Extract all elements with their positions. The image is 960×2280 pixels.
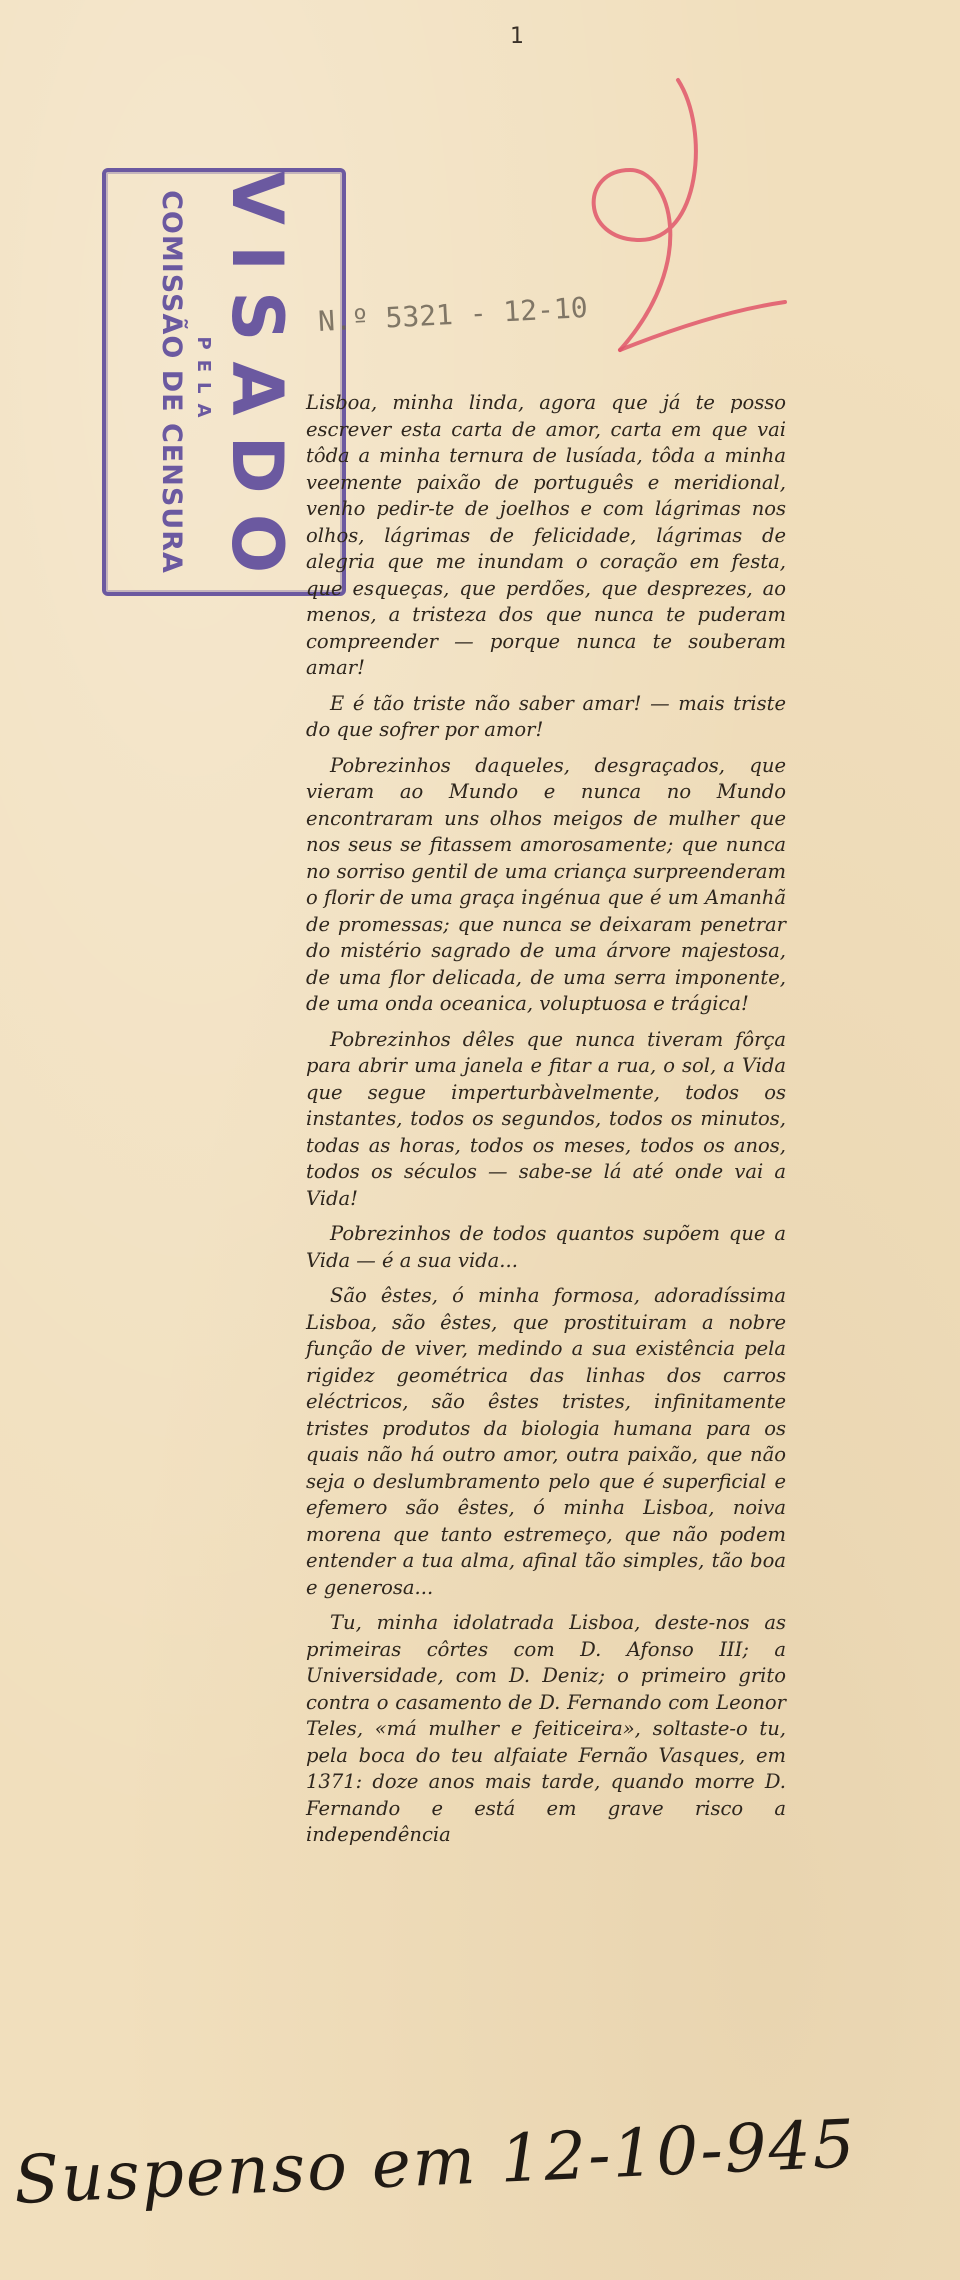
article-paragraph: Pobrezinhos dêles que nunca tiveram fôrça para abrir uma janela e fitar a rua, o sol, a Vida que segue imperturbàvelmente, todos os instantes, todos os segundos, todos os minutos, todas as horas, todos os meses, todos os anos, todos os séculos — sabe-se lá até onde vai a Vida! bbox=[306, 1027, 786, 1210]
article-text bbox=[306, 390, 786, 1858]
stamp-pela: PELA bbox=[193, 336, 214, 428]
stamp-commission: COMISSÃO DE CENSURA bbox=[156, 190, 187, 574]
article-paragraph: E é tão triste não saber amar! — mais triste do que sofrer por amor! bbox=[306, 691, 786, 741]
article-paragraph: Pobrezinhos daqueles, desgraçados, que vieram ao Mundo e nunca no Mundo encontraram uns olhos meigos de mulher que nos seus se fitassem amorosamente; que nunca no sorriso gentil de uma criança surpreenderam o florir de uma graça ingénua que é um Amanhã de promessas; que nunca se deixaram penetrar do mistério sagrado de uma árvore majestosa, de uma flor delicada, de uma serra imponente, de uma onda oceanica, voluptuosa e trágica! bbox=[306, 753, 786, 1015]
reference-number: N.º 5321 - 12-10 bbox=[317, 290, 589, 339]
article-paragraph: São êstes, ó minha formosa, adoradíssima Lisboa, são êstes, que prostituiram a nobre função de viver, medindo a sua existência pela rigidez geométrica das linhas dos carros eléctricos, são êstes tristes, infinitamente tristes produtos da biologia humana para os quais não há outro amor, outra paixão, que não seja o deslumbramento pelo que é superficial e efemero são êstes, ó minha Lisboa, noiva morena que tanto estremeço, que não podem entender a tua alma, afinal tão simples, tão boa e generosa... bbox=[306, 1284, 786, 1599]
article-paragraph: Lisboa, minha linda, agora que já te posso escrever esta carta de amor, carta em que vai tôda a minha ternura de lusíada, tôda a minha veemente paixão de português e meridional, venho pedir-te de joelhos e com lágrimas nos olhos, lágrimas de felicidade, lágrimas de alegria que me inundam o coração em festa, que esqueças, que perdões, que desprezes, ao menos, a tristeza dos que nunca te puderam compreender — porque nunca te souberam amar! bbox=[306, 391, 786, 679]
article-paragraph: Tu, minha idolatrada Lisboa, deste-nos as primeiras côrtes com D. Afonso III; a Universidade, com D. Deniz; o primeiro grito contra o casamento de D. Fernando com Leonor Teles, «má mulher e feiticeira», soltaste-o tu, pela boca do teu alfaiate Fernão Vasques, em 1371: doze anos mais tarde, quando morre D. Fernando e está em grave risco a independência bbox=[306, 1611, 786, 1846]
article-paragraph: Pobrezinhos de todos quantos supõem que a Vida — é a sua vida... bbox=[306, 1222, 786, 1272]
stamp-title: VISADO bbox=[216, 170, 298, 594]
red-pencil-mark bbox=[560, 60, 800, 360]
handwritten-suspension-note: Suspenso em 12-10-945 bbox=[12, 2105, 859, 2219]
page-number: 1 bbox=[510, 24, 524, 49]
